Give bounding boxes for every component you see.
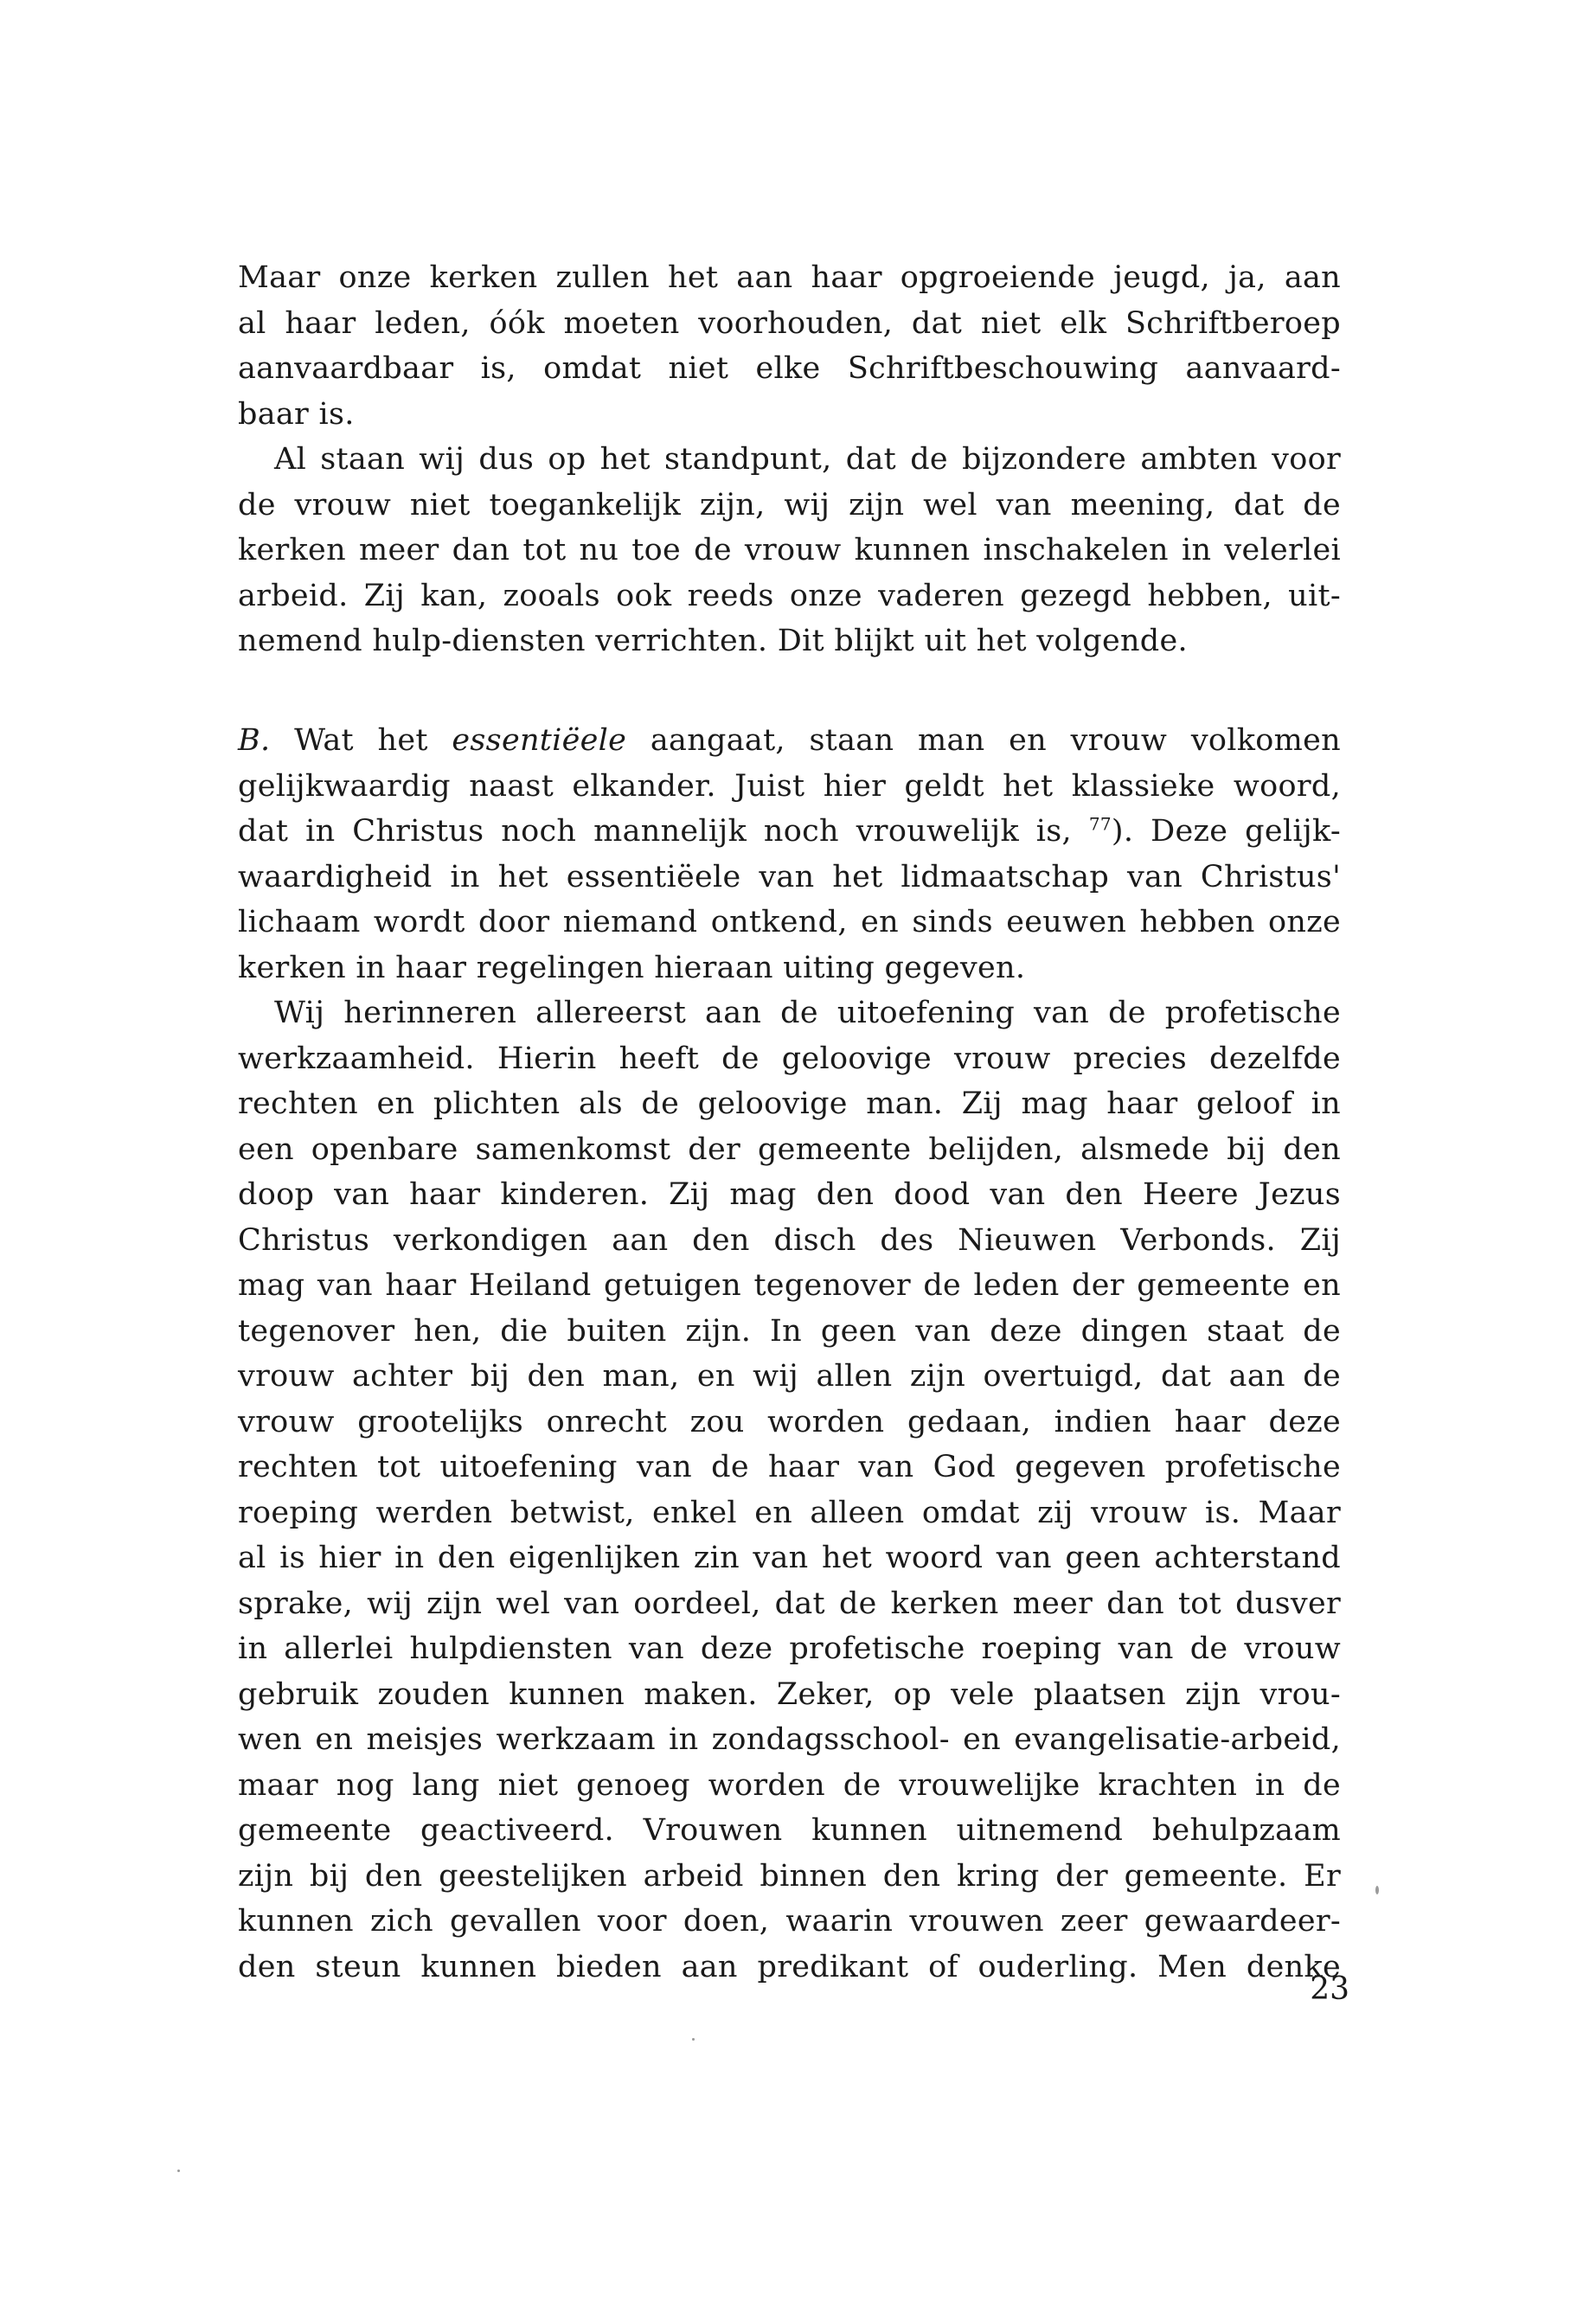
scan-speck — [1375, 1886, 1379, 1894]
text-line: de vrouw niet toegankelijk zijn, wij zijn wel van meening, dat de — [238, 487, 1341, 522]
text-fragment: dat in Christus noch mannelijk noch vrouwelijk is, — [238, 814, 1072, 849]
text-line — [238, 718, 1341, 764]
text-line: rechten tot uitoefening van de haar van God gegeven profetische — [238, 1450, 1341, 1484]
text-line: Christus verkondigen aan den disch des Nieuwen Verbonds. Zij — [238, 1222, 1341, 1258]
text-line: al is hier in den eigenlijken zin van het woord van geen achterstand — [238, 1541, 1341, 1575]
text-line: den steun kunnen bieden aan predikant of ouderling. Men denke — [238, 1949, 1341, 1984]
section-label: B. — [238, 723, 271, 758]
text-line: vrouw grootelijks onrecht zou worden gedaan, indien haar deze — [238, 1404, 1341, 1439]
text-line: Wij herinneren allereerst aan de uitoefening van de profetische — [274, 996, 1341, 1030]
text-line: aanvaardbaar is, omdat niet elke Schriftbeschouwing aanvaard- — [238, 351, 1341, 386]
text-line: wen en meisjes werkzaam in zondagsschool- en evangelisatie-arbeid, — [238, 1722, 1341, 1757]
text-line: sprake, wij zijn wel van oordeel, dat de kerken meer dan tot dusver — [238, 1586, 1341, 1621]
text-line: nemend hulp-diensten verrichten. Dit blijkt uit het volgende. — [238, 624, 1188, 658]
emphasis-word: essentiëele — [452, 723, 627, 758]
footnote-reference: 77 — [1088, 813, 1112, 835]
text-line: waardigheid in het essentiëele van het lidmaatschap van Christus' — [238, 859, 1341, 894]
text-line: Maar onze kerken zullen het aan haar opgroeiende jeugd, ja, aan — [238, 260, 1341, 295]
text-line: zijn bij den geestelijken arbeid binnen den kring der gemeente. Er — [238, 1858, 1341, 1894]
text-line: maar nog lang niet genoeg worden de vrouwelijke krachten in de — [238, 1767, 1341, 1803]
text-fragment: aangaat, staan man en vrouw volkomen — [650, 723, 1341, 758]
text-section-a — [238, 255, 1341, 664]
text-fragment: Wat het — [294, 723, 428, 758]
text-line: baar is. — [238, 396, 355, 432]
text-fragment: ). Deze gelijk- — [1111, 814, 1341, 849]
text-line: gelijkwaardig naast elkander. Juist hier geldt het klassieke woord, — [238, 768, 1341, 804]
text-line: Al staan wij dus op het standpunt, dat de bijzondere ambten voor — [274, 442, 1341, 477]
text-line: gemeente geactiveerd. Vrouwen kunnen uitnemend behulpzaam — [238, 1813, 1341, 1848]
paragraph-2 — [238, 437, 1341, 664]
text-line: tegenover hen, die buiten zijn. In geen van deze dingen staat de — [238, 1313, 1341, 1349]
text-line: werkzaamheid. Hierin heeft de geloovige vrouw precies dezelfde — [238, 1041, 1341, 1076]
text-line: in allerlei hulpdiensten van deze profetische roeping van de vrouw — [238, 1631, 1341, 1666]
text-line: al haar leden, óók moeten voorhouden, dat niet elk Schriftberoep — [238, 305, 1341, 341]
text-line: gebruik zouden kunnen maken. Zeker, op vele plaatsen zijn vrou- — [238, 1676, 1341, 1712]
text-line: mag van haar Heiland getuigen tegenover de leden der gemeente en — [238, 1268, 1341, 1303]
text-line: een openbare samenkomst der gemeente belijden, alsmede bij den — [238, 1131, 1341, 1167]
paragraph-1 — [238, 255, 1341, 437]
text-line: roeping werden betwist, enkel en alleen omdat zij vrouw is. Maar — [238, 1495, 1341, 1530]
scan-speck — [692, 2038, 695, 2041]
paragraph-4 — [238, 990, 1341, 1990]
text-line: kerken meer dan tot nu toe de vrouw kunnen inschakelen in velerlei — [238, 533, 1341, 567]
text-section-b — [238, 718, 1341, 1990]
paragraph-3 — [238, 718, 1341, 990]
text-line: arbeid. Zij kan, zooals ook reeds onze vaderen gezegd hebben, uit- — [238, 578, 1341, 613]
text-line: lichaam wordt door niemand ontkend, en sinds eeuwen hebben onze — [238, 905, 1341, 939]
text-line: kunnen zich gevallen voor doen, waarin vrouwen zeer gewaardeer- — [238, 1904, 1341, 1939]
scan-speck — [177, 2170, 180, 2172]
text-line — [238, 809, 1341, 855]
text-line: vrouw achter bij den man, en wij allen zijn overtuigd, dat aan de — [238, 1359, 1341, 1394]
text-line: kerken in haar regelingen hieraan uiting gegeven. — [238, 950, 1026, 985]
text-line: doop van haar kinderen. Zij mag den dood van den Heere Jezus — [238, 1177, 1341, 1212]
page-number: 23 — [1310, 1971, 1349, 2007]
text-line: rechten en plichten als de geloovige man. Zij mag haar geloof in — [238, 1086, 1341, 1121]
